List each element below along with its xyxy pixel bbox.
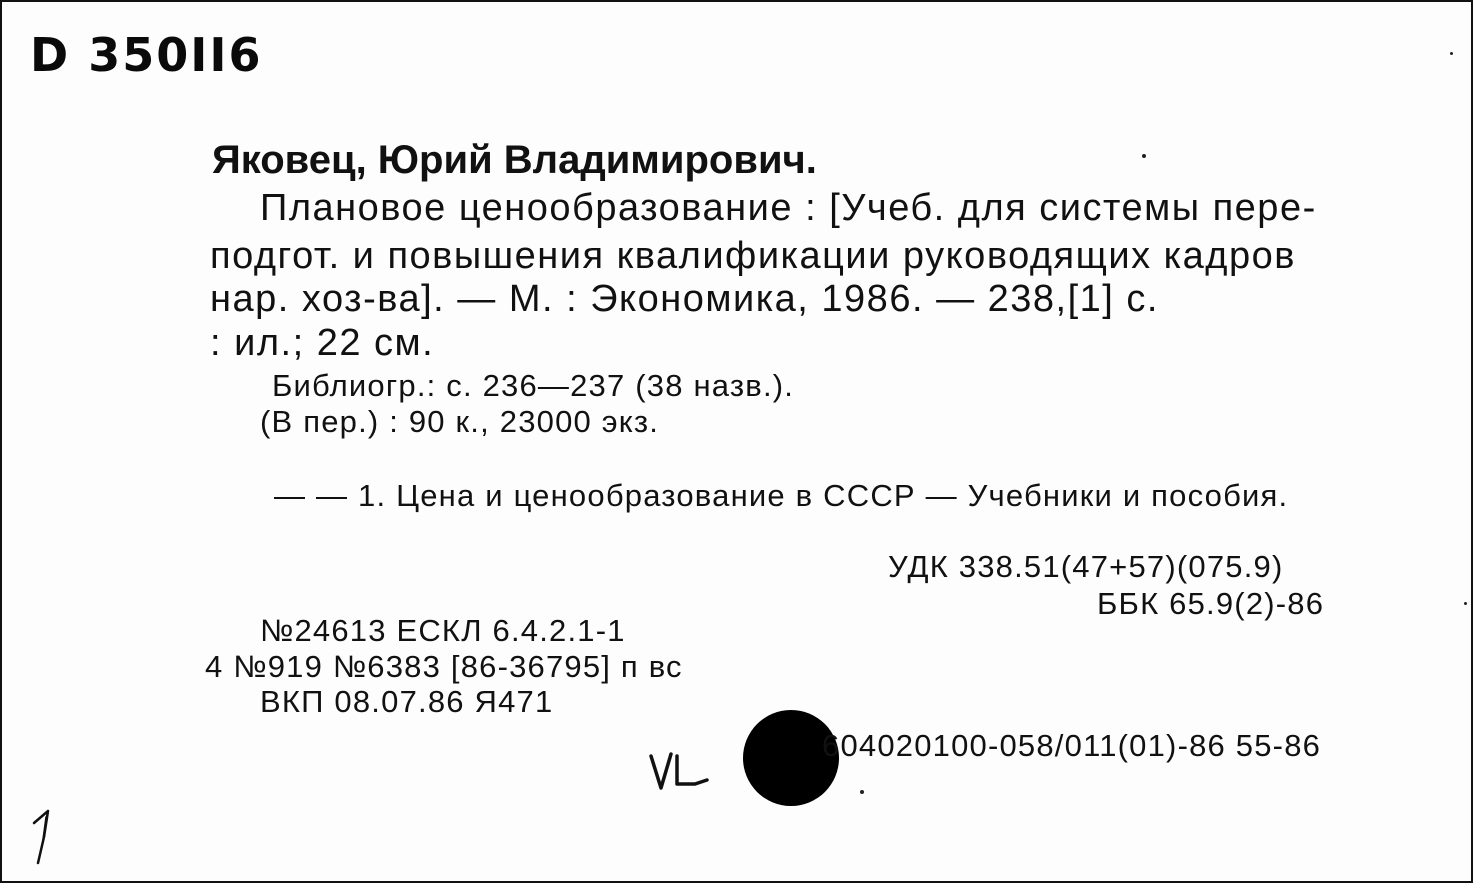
- author-heading: Яковец, Юрий Владимирович.: [212, 138, 817, 182]
- price-note: (В пер.) : 90 к., 23000 экз.: [260, 404, 660, 439]
- title-line-2: подгот. и повышения квалификации руководящих кадров: [210, 235, 1296, 277]
- speck: [860, 790, 864, 794]
- title-line-3: нар. хоз-ва]. — М. : Экономика, 1986. — 238,[1] с.: [210, 278, 1159, 320]
- speck: [1464, 602, 1467, 605]
- control-line-2: 4 №919 №6383 [86-36795] п вс: [205, 649, 683, 684]
- handwritten-initials: [647, 750, 711, 794]
- udk-code: УДК 338.51(47+57)(075.9): [888, 549, 1284, 584]
- speck: [1450, 52, 1453, 55]
- subject-heading: — — 1. Цена и ценообразование в СССР — Учебники и пособия.: [274, 478, 1289, 513]
- handwritten-digit: [28, 807, 58, 867]
- control-line-1: №24613 ЕСКЛ 6.4.2.1-1: [260, 613, 626, 648]
- title-line-1: Плановое ценообразование : [Учеб. для системы пере-: [260, 187, 1317, 229]
- title-line-4: : ил.; 22 см.: [210, 322, 435, 364]
- bbk-code: ББК 65.9(2)-86: [1097, 586, 1325, 621]
- bibliography-note: Библиогр.: с. 236—237 (38 назв.).: [272, 368, 795, 403]
- publisher-code: 604020100-058/011(01)-86 55-86: [822, 728, 1322, 763]
- call-number: D 350II6: [30, 28, 263, 82]
- control-line-3: ВКП 08.07.86 Я471: [260, 684, 554, 719]
- speck: [1142, 154, 1146, 158]
